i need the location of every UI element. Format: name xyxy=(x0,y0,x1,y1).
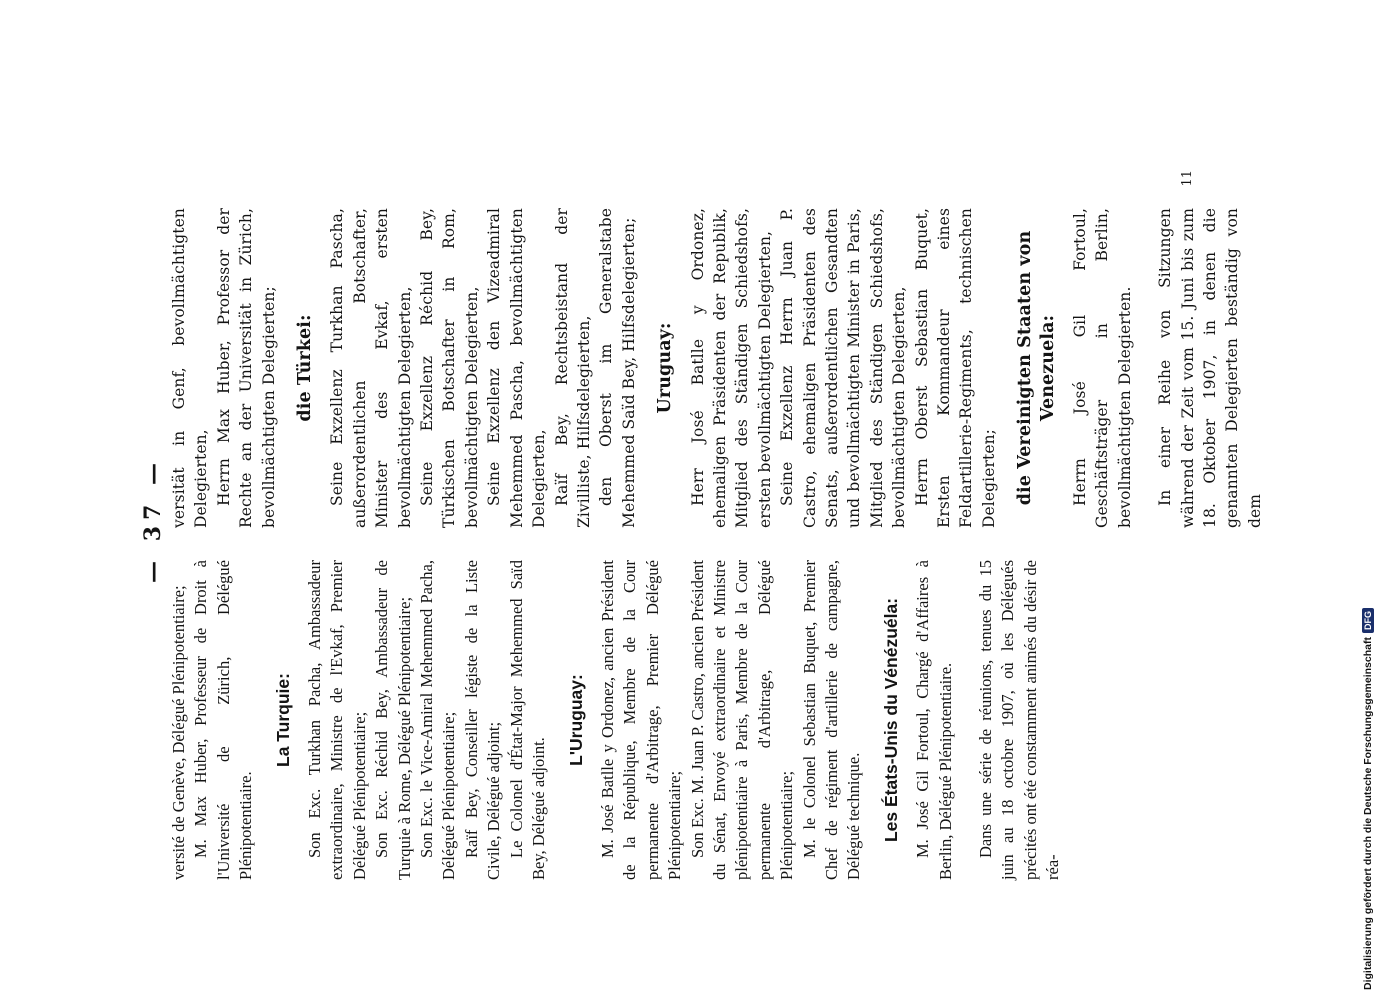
fr-para-8: M. José Batlle y Ordonez, ancien Président de la République, Membre de la Cour permanente d'Arbitrage, Premier Délégué Plénipotentiaire; xyxy=(597,560,685,880)
fr-para-4: Son Exc. Réchid Bey, Ambassadeur de Turquie à Rome, Délégué Plénipotentiaire; xyxy=(372,560,414,880)
fr-para-5: Son Exc. le Vice-Amiral Mehemmed Pacha, Délégué Plénipotentiaire; xyxy=(417,560,459,880)
fr-para-10: M. le Colonel Sebastian Buquet, Premier Chef de régiment d'artillerie de campagne, Délégué technique. xyxy=(799,560,864,880)
fr-heading-venezuela: Les États-Unis du Vénézuéla: xyxy=(880,597,901,843)
fr-para-11: M. José Gil Fortoul, Chargé d'Affaires à Berlin, Délégué Plénipotentiaire. xyxy=(913,560,955,880)
de-para-11: Herrn José Gil Fortoul, Geschäftsträger in Berlin, bevollmächtigten Delegierten. xyxy=(1071,208,1134,528)
fr-para-3: Son Exc. Turkhan Pacha, Ambassadeur extraordinaire, Ministre de l'Evkaf, Premier Délégué Plénipotentiaire; xyxy=(305,560,369,880)
fr-para-7: Le Colonel d'État-Major Mehemmed Saïd Bey, Délégué adjoint. xyxy=(506,560,549,880)
de-para-10: Herrn Oberst Sebastian Buquet, Ersten Kommandeur eines Feldartillerie-Regiments, technischen Delegierten; xyxy=(912,208,998,528)
de-para-7: den Oberst im Generalstabe Mehemmed Saïd Bey, Hilfsdelegierten; xyxy=(597,208,638,528)
rotated-page xyxy=(140,160,1264,880)
credit-line xyxy=(1362,608,1374,990)
de-para-2: Herrn Max Huber, Professor der Rechte an der Universität in Zürich, bevollmächtigten Delegierten; xyxy=(214,208,278,528)
de-para-8: Herr José Batlle y Ordonez, ehemaligen Präsidenten der Republik, Mitglied des Ständigen Schiedshofs, ersten bevollmächtigten Delegierten, xyxy=(688,208,774,528)
fr-para-1: versité de Genève, Délégué Plénipotentiaire; xyxy=(169,585,188,880)
german-column xyxy=(168,208,1264,528)
dfg-logo: DFG xyxy=(1362,608,1374,633)
fr-para-2: M. Max Huber, Professeur de Droit à l'Université de Zürich, Délégué Plénipotentiaire. xyxy=(191,560,256,880)
sheet-number: 11 xyxy=(1180,170,1195,187)
de-para-9: Seine Exzellenz Herrn Juan P. Castro, ehemaligen Präsidenten des Senats, außerordentlichen Gesandten und bevollmächtigten Minister in Paris, Mitglied des Ständigen Schiedshofs, bevollmächtigten Delegierten, xyxy=(778,208,909,528)
de-para-6: Raïf Bey, Rechtsbeistand der Zivilliste, Hilfsdelegierten, xyxy=(552,208,593,528)
fr-para-6: Raïf Bey, Conseiller légiste de la Liste Civile, Délégué adjoint; xyxy=(461,560,504,880)
de-heading-turkei: die Türkei: xyxy=(295,314,316,422)
de-para-4: Seine Exzellenz Réchid Bey, Türkischen Botschafter in Rom, bevollmächtigten Delegierten, xyxy=(418,208,481,528)
de-para-12: In einer Reihe von Sitzungen während der Zeit vom 15. Juni bis zum 18. Oktober 1907, in denen die genannten Delegierten beständig von dem xyxy=(1156,208,1264,528)
credit-text: Digitalisierung gefördert durch die Deutsche Forschungsgemeinschaft xyxy=(1362,637,1374,990)
fr-para-12: Dans une série de réunions, tenues du 15 juin au 18 octobre 1907, où les Délégués précités ont été constamment animés du désir de réa- xyxy=(976,560,1063,880)
de-heading-uruguay: Uruguay: xyxy=(655,322,676,414)
fr-heading-uruguay: L'Uruguay: xyxy=(565,674,586,766)
french-column xyxy=(168,560,1228,880)
de-para-5: Seine Exzellenz den Vizeadmiral Mehemmed Pascha, bevollmächtigten Delegierten, xyxy=(485,208,549,528)
de-para-1: versität in Genf, bevollmächtigten Delegierten, xyxy=(170,208,211,528)
de-heading-venezuela: die Vereinigten Staaten von Venezuela: xyxy=(1015,230,1058,506)
fr-heading-turquie: La Turquie: xyxy=(272,673,293,767)
de-para-3: Seine Exzellenz Turkhan Pascha, außerordentlichen Botschafter, Minister des Evkaf, ersten bevollmächtigten Delegierten, xyxy=(328,208,414,528)
fr-para-9: Son Exc. M. Juan P. Castro, ancien Président du Sénat, Envoyé extraordinaire et Ministre plénipotentiaire à Paris, Membre de la Cour permanente d'Arbitrage, Délégué Plénipotentiaire; xyxy=(687,560,797,880)
page-number: — 37 — xyxy=(140,457,166,583)
